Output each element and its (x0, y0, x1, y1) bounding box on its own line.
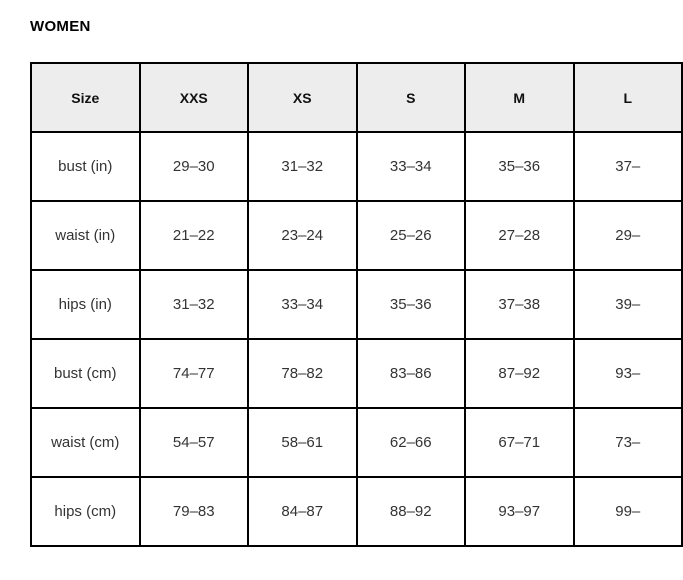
table-row (31, 408, 682, 477)
section-title: WOMEN (30, 18, 91, 35)
table-cell: 31–32 (140, 270, 249, 339)
table-cell: 79–83 (140, 477, 249, 546)
row-label: hips (in) (31, 270, 140, 339)
header-size: Size (31, 63, 140, 132)
row-label: bust (in) (31, 132, 140, 201)
table-cell: 21–22 (140, 201, 249, 270)
table-cell: 78–82 (248, 339, 357, 408)
header-m: M (465, 63, 574, 132)
table-cell: 35–36 (357, 270, 466, 339)
header-l: L (574, 63, 683, 132)
table-header-row (31, 63, 682, 132)
table-cell: 37–38 (465, 270, 574, 339)
table-cell: 31–32 (248, 132, 357, 201)
table-cell: 54–57 (140, 408, 249, 477)
header-s: S (357, 63, 466, 132)
table-cell: 58–61 (248, 408, 357, 477)
table-cell: 87–92 (465, 339, 574, 408)
table-cell: 35–36 (465, 132, 574, 201)
table-cell: 29– (574, 201, 683, 270)
table-row (31, 339, 682, 408)
table-cell: 73– (574, 408, 683, 477)
table-cell: 83–86 (357, 339, 466, 408)
table-cell: 84–87 (248, 477, 357, 546)
table-cell: 33–34 (248, 270, 357, 339)
table-row (31, 132, 682, 201)
table-cell: 33–34 (357, 132, 466, 201)
row-label: waist (in) (31, 201, 140, 270)
header-xs: XS (248, 63, 357, 132)
row-label: bust (cm) (31, 339, 140, 408)
table-cell: 67–71 (465, 408, 574, 477)
table-cell: 88–92 (357, 477, 466, 546)
size-table (30, 62, 683, 547)
table-cell: 27–28 (465, 201, 574, 270)
table-cell: 39– (574, 270, 683, 339)
table-cell: 99– (574, 477, 683, 546)
table-cell: 93– (574, 339, 683, 408)
table-cell: 25–26 (357, 201, 466, 270)
table-cell: 37– (574, 132, 683, 201)
size-table-scroll-area[interactable] (30, 62, 641, 560)
table-cell: 62–66 (357, 408, 466, 477)
table-cell: 29–30 (140, 132, 249, 201)
table-row (31, 270, 682, 339)
row-label: waist (cm) (31, 408, 140, 477)
table-cell: 23–24 (248, 201, 357, 270)
header-xxs: XXS (140, 63, 249, 132)
table-row (31, 201, 682, 270)
table-cell: 93–97 (465, 477, 574, 546)
table-cell: 74–77 (140, 339, 249, 408)
row-label: hips (cm) (31, 477, 140, 546)
table-row (31, 477, 682, 546)
